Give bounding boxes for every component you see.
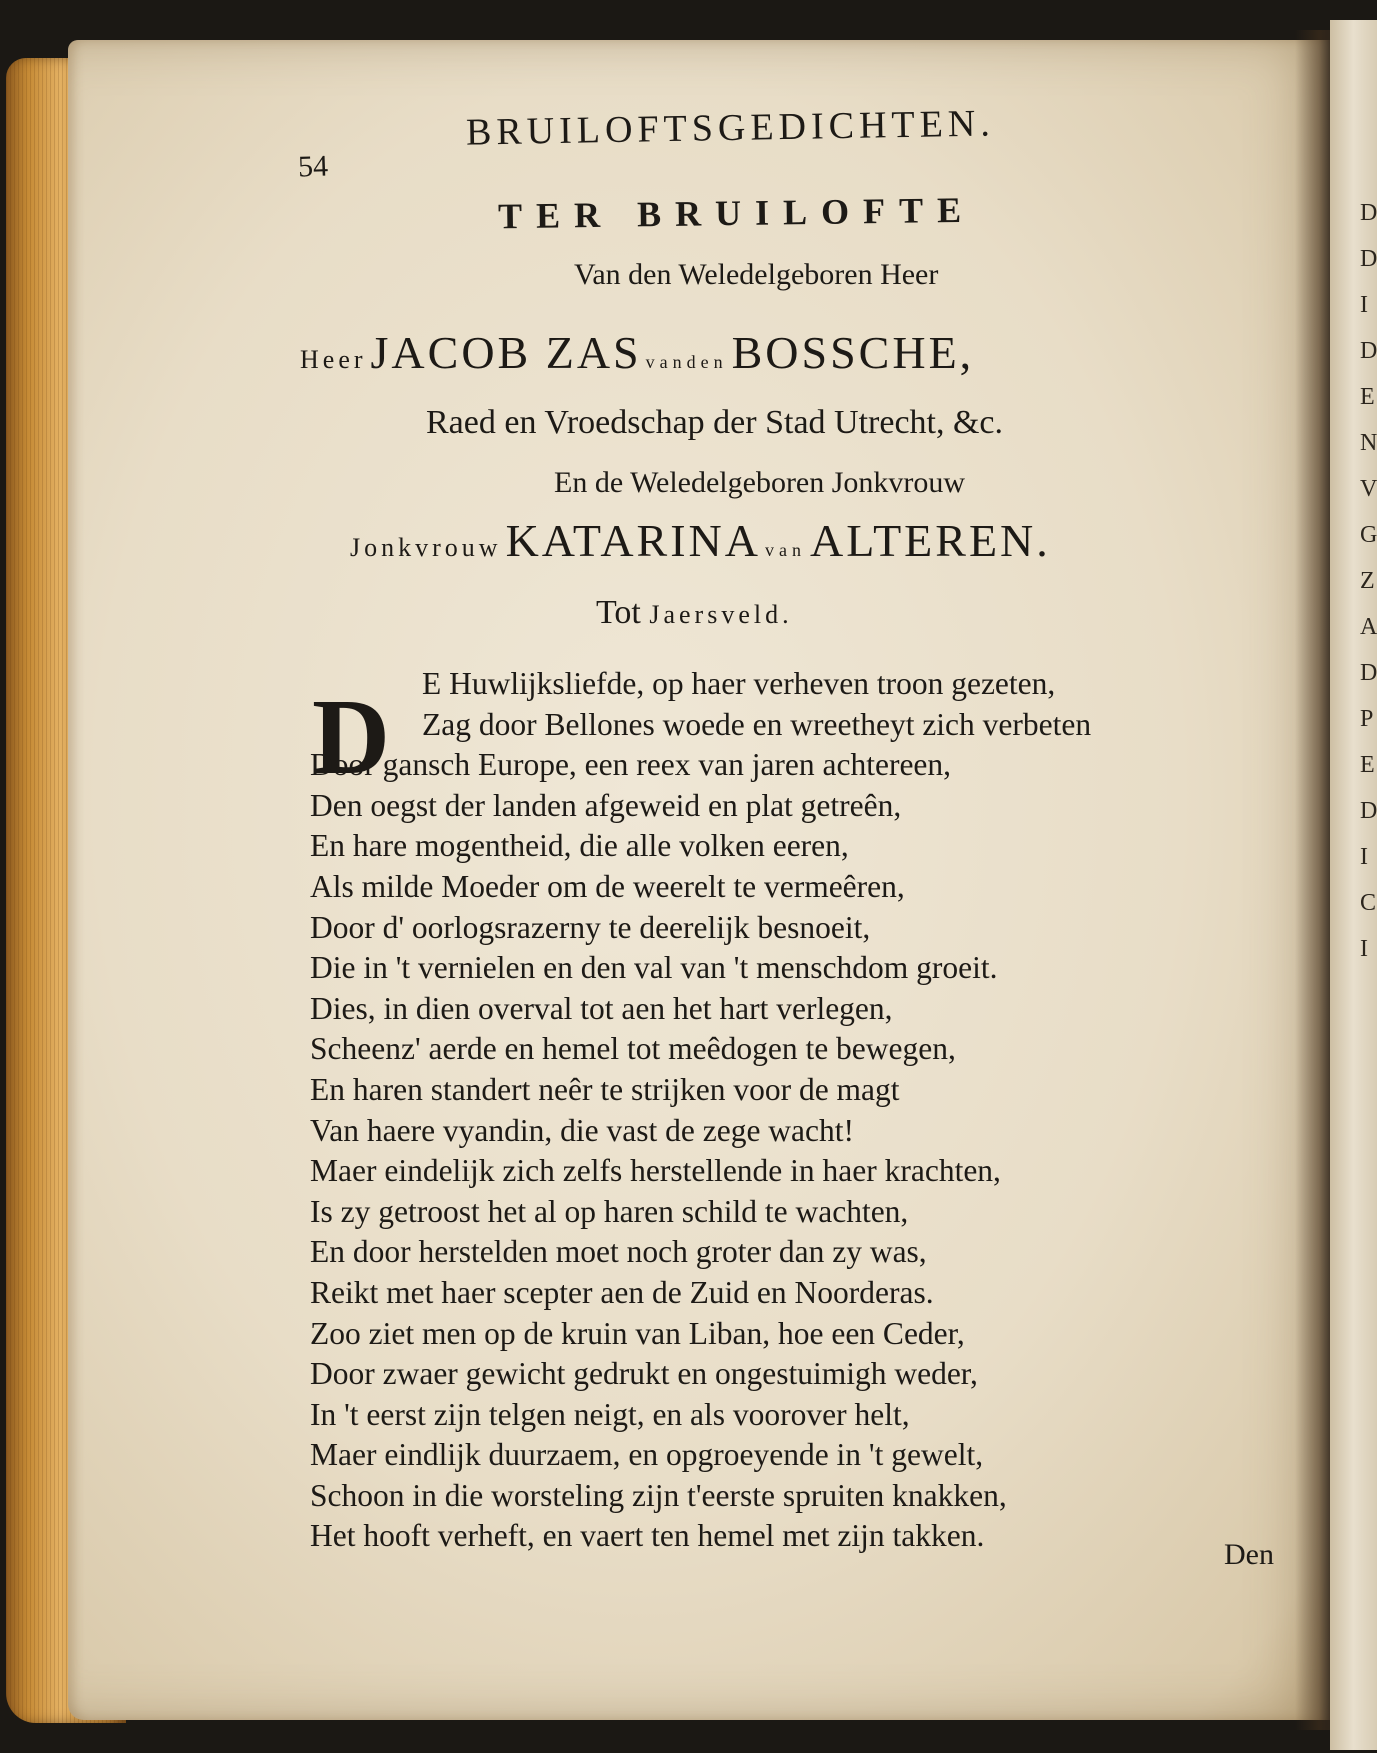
bride-prefix: Jonkvrouw <box>350 533 502 562</box>
poem-line: Zag door Bellones woede en wreetheyt zich verbeten <box>422 706 1092 742</box>
poem-title: TER BRUILOFTE <box>497 189 976 237</box>
poem-line: En hare mogentheid, die alle volken eeren, <box>310 828 849 864</box>
poem-line: Den oegst der landen afgeweid en plat getreên, <box>310 787 902 823</box>
poem-line: E Huwlijksliefde, op haer verheven troon gezeten, <box>422 666 1056 701</box>
poem-line: Dies, in dien overval tot aen het hart verlegen, <box>310 990 893 1026</box>
bride-surname: ALTEREN. <box>809 515 1051 566</box>
facing-page-letter: D <box>1360 246 1377 272</box>
poem-line: En haren standert neêr te strijken voor de magt <box>310 1071 900 1107</box>
poem-line: Door d' oorlogsrazerny te deerelijk besnoeit, <box>310 909 871 945</box>
groom-given-name: JACOB ZAS <box>370 327 642 378</box>
running-head: BRUILOFTSGEDICHTEN. <box>465 102 996 154</box>
facing-page-letter: I <box>1360 844 1368 870</box>
poem-line: Maer eindlijk duurzaem, en opgroeyende in 't gewelt, <box>310 1437 984 1473</box>
facing-page-letter: I <box>1360 936 1368 962</box>
poem-line: Het hooft verheft, en vaert ten hemel met zijn takken. <box>310 1518 985 1554</box>
poem-line: Die in 't vernielen en den val van 't menschdom groeit. <box>310 950 998 986</box>
page-number: 54 <box>297 149 329 184</box>
poem-line: Reikt met haer scepter aen de Zuid en Noorderas. <box>310 1274 934 1310</box>
drop-cap: D <box>312 678 390 797</box>
place-name: Jaersveld. <box>649 600 793 629</box>
facing-page-letter: D <box>1360 660 1377 686</box>
place-prefix: Tot <box>596 594 641 631</box>
facing-page-letter: Z <box>1360 568 1375 594</box>
dedication-line-2: Raed en Vroedschap der Stad Utrecht, &c. <box>426 404 1004 441</box>
groom-name <box>300 326 974 379</box>
bride-name <box>350 514 1051 567</box>
groom-particle: vanden <box>645 352 728 372</box>
groom-surname: BOSSCHE, <box>731 327 975 378</box>
poem-line: Maer eindelijk zich zelfs herstellende in haer krachten, <box>310 1153 1001 1189</box>
dedication-line-3: En de Weledelgeboren Jonkvrouw <box>554 466 966 499</box>
poem-line: Door zwaer gewicht gedrukt en ongestuimigh weder, <box>310 1356 978 1392</box>
poem-line: Scheenz' aerde en hemel tot meêdogen te bewegen, <box>310 1031 956 1067</box>
poem-line: Van haere vyandin, die vast de zege wacht! <box>310 1112 855 1148</box>
poem-line: Schoon in die worsteling zijn t'eerste spruiten knakken, <box>310 1477 1007 1513</box>
facing-page-letter: P <box>1360 706 1374 732</box>
facing-page-letter: A <box>1360 614 1377 640</box>
poem-line: Is zy getroost het al op haren schild te wachten, <box>310 1193 909 1229</box>
poem-line: Door gansch Europe, een reex van jaren achtereen, <box>310 747 952 783</box>
facing-page-letter: D <box>1360 798 1377 824</box>
catchword: Den <box>1224 1538 1274 1571</box>
facing-page-letter: G <box>1360 522 1377 548</box>
groom-prefix: Heer <box>300 345 367 374</box>
poem-line: Zoo ziet men op de kruin van Liban, hoe een Ceder, <box>310 1315 965 1351</box>
facing-page-letter: D <box>1360 338 1377 364</box>
bride-given-name: KATARINA <box>505 515 761 566</box>
poem-line: In 't eerst zijn telgen neigt, en als voorover helt, <box>310 1396 910 1432</box>
poem-body <box>310 664 1091 1557</box>
facing-page-letter: N <box>1360 430 1377 456</box>
facing-page-letter: D <box>1360 200 1377 226</box>
facing-page-letter: E <box>1360 384 1375 410</box>
poem-line: Als milde Moeder om de weerelt te vermeêren, <box>310 868 905 904</box>
place-line <box>596 594 793 632</box>
facing-page-letter: E <box>1360 752 1375 778</box>
poem-line: En door herstelden moet noch groter dan zy was, <box>310 1234 927 1270</box>
facing-page-letter: V <box>1360 476 1377 502</box>
facing-page-letter: C <box>1360 890 1377 916</box>
bride-particle: van <box>764 540 806 560</box>
dedication-line-1: Van den Weledelgeboren Heer <box>574 258 939 291</box>
facing-page-letter: I <box>1360 292 1368 318</box>
